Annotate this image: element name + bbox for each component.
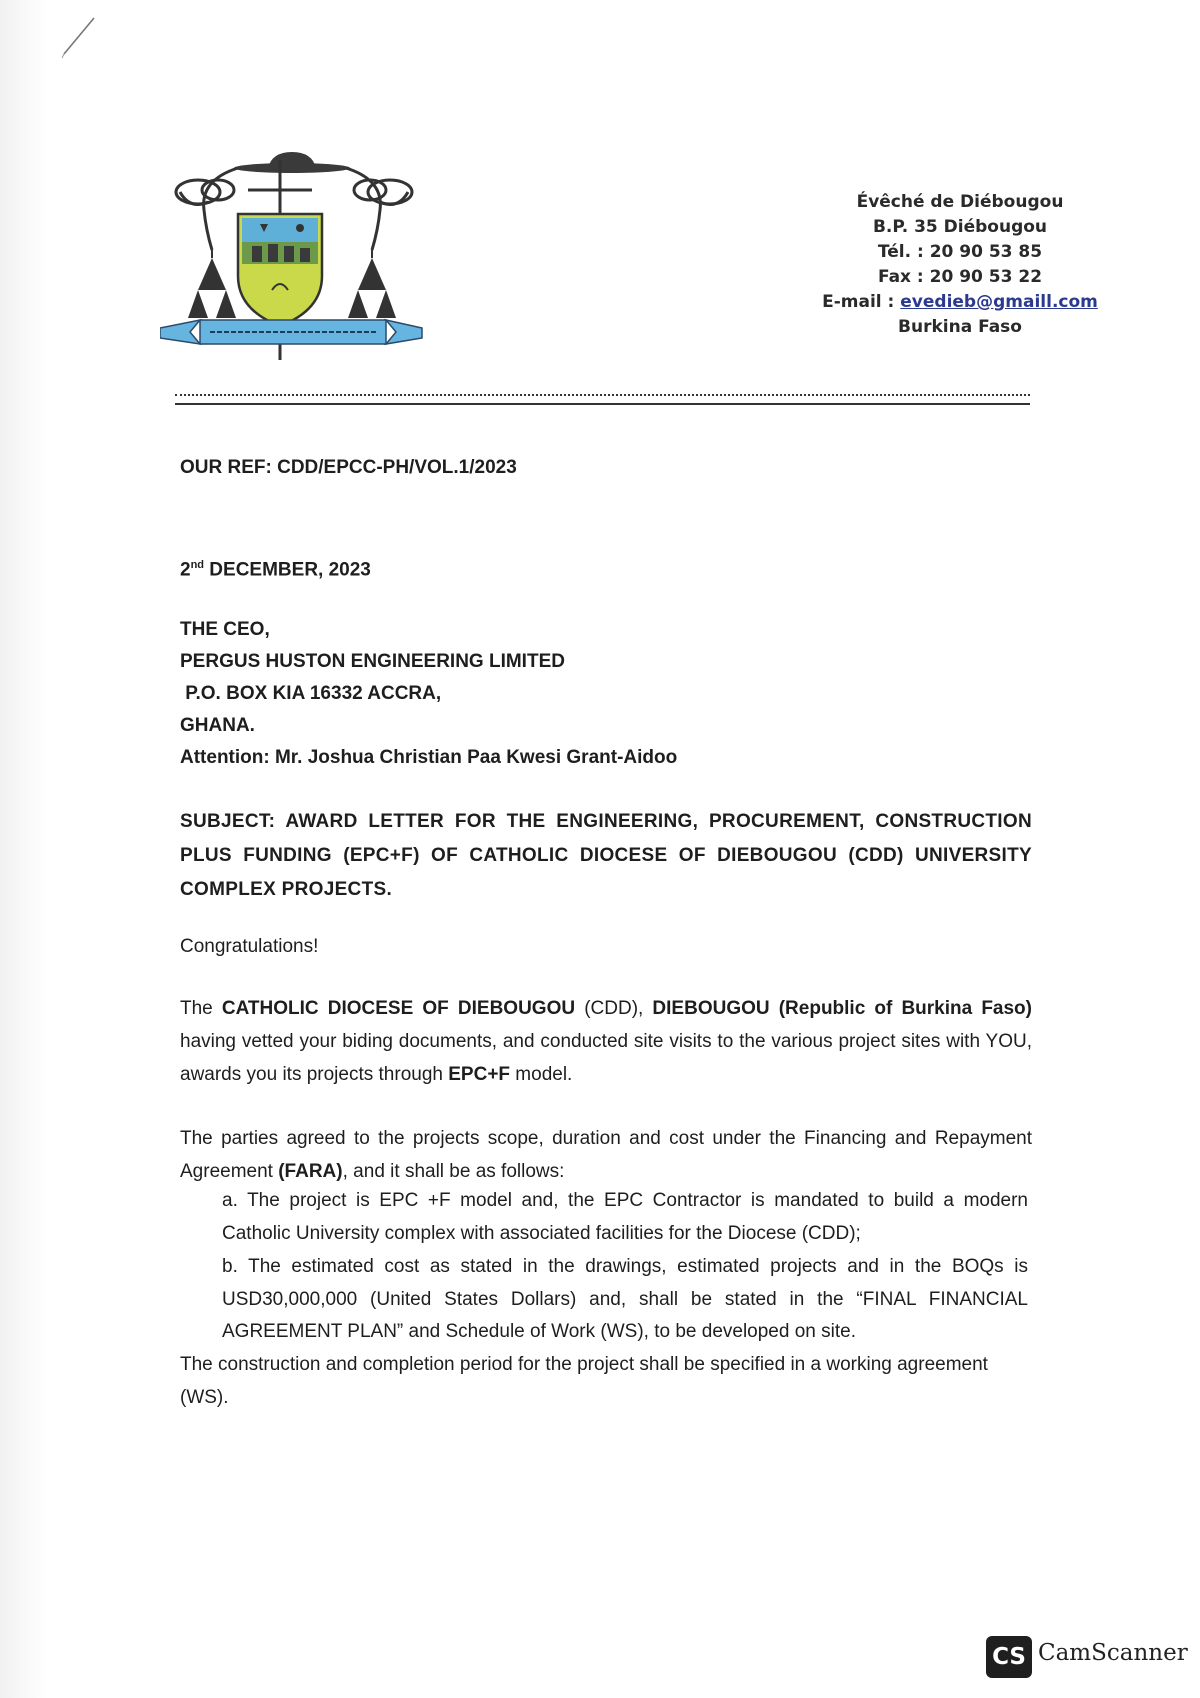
address-line-telephone: Tél. : 20 90 53 85: [877, 242, 1043, 262]
camscanner-logo-icon: CS: [986, 1636, 1032, 1678]
address-line-fax: Fax : 20 90 53 22: [877, 267, 1043, 287]
email-link[interactable]: evedieb@gmaill.com: [900, 292, 1098, 312]
p1-text-2: (CDD),: [575, 998, 653, 1019]
diocese-coat-of-arms-seal: [160, 150, 430, 390]
recipient-block: [180, 614, 677, 774]
recipient-po-box: P.O. BOX KIA 16332 ACCRA,: [180, 683, 442, 704]
recipient-title: THE CEO,: [180, 619, 270, 640]
award-paragraph: [180, 992, 1032, 1091]
agreement-paragraph: [180, 1122, 1032, 1188]
subject-line: SUBJECT: AWARD LETTER FOR THE ENGINEERING, PROCUREMENT, CONSTRUCTION PLUS FUNDING (EPC+F) OF CATHOLIC DIOCESE OF DIEBOUGOU (CDD) UNIVERSITY COMPLEX PROJECTS.: [180, 811, 1032, 900]
address-line-po-box: B.P. 35 Diébougou: [872, 217, 1048, 237]
list-item-b: b. The estimated cost as stated in the drawings, estimated projects and in the BOQs is USD30,000,000 (United States Dollars) and, shall be stated in the “FINAL FINANCIAL AGREEMENT PLAN” and Schedule of Work (WS), to be developed on site.: [222, 1256, 1028, 1342]
letterhead-address: [820, 190, 1100, 340]
date-month-year: DECEMBER, 2023: [204, 559, 371, 581]
p2-bold-fara: (FARA): [278, 1161, 343, 1182]
date-day: 2: [180, 559, 191, 581]
recipient-country: GHANA.: [180, 715, 255, 736]
completion-paragraph: The construction and completion period for the project shall be specified in a working agreement (WS).: [180, 1354, 988, 1408]
address-line-email: [820, 290, 1100, 315]
p1-text-3: having vetted your biding documents, and conducted site visits to the various project sites with YOU, awards you its projects through: [180, 1031, 1032, 1085]
letterhead-solid-rule: [175, 403, 1030, 405]
p1-bold-model: EPC+F: [448, 1064, 511, 1085]
letter-date: [180, 550, 371, 585]
date-ordinal: nd: [190, 559, 205, 571]
recipient-attention: Attention: Mr. Joshua Christian Paa Kwesi Grant-Aidoo: [180, 747, 678, 768]
email-label: E-mail :: [822, 292, 901, 312]
p1-text-4: model.: [510, 1064, 573, 1085]
p1-bold-location: DIEBOUGOU (Republic of Burkina Faso): [652, 998, 1032, 1019]
reference-number: OUR REF: CDD/EPCC-PH/VOL.1/2023: [180, 457, 517, 478]
letterhead-dotted-rule: [175, 394, 1030, 396]
list-item-a: a. The project is EPC +F model and, the EPC Contractor is mandated to build a modern Catholic University complex with associated facilities for the Diocese (CDD);: [222, 1190, 1028, 1244]
p2-text-1: The parties agreed to the projects scope, duration and cost under the Financing and Repayment Agreement: [180, 1128, 1032, 1182]
scan-edge-shadow: [0, 0, 48, 1698]
camscanner-watermark: CamScanner: [1038, 1640, 1188, 1666]
address-line-country: Burkina Faso: [898, 317, 1022, 337]
address-line-bishopric: Évêché de Diébougou: [856, 192, 1064, 212]
p1-bold-diocese: CATHOLIC DIOCESE OF DIEBOUGOU: [221, 998, 576, 1019]
p2-text-2: , and it shall be as follows:: [342, 1161, 565, 1182]
pen-mark: [58, 14, 98, 60]
congratulations-line: Congratulations!: [180, 936, 319, 957]
p1-text-1: The: [180, 998, 222, 1019]
recipient-company: PERGUS HUSTON ENGINEERING LIMITED: [180, 651, 565, 672]
